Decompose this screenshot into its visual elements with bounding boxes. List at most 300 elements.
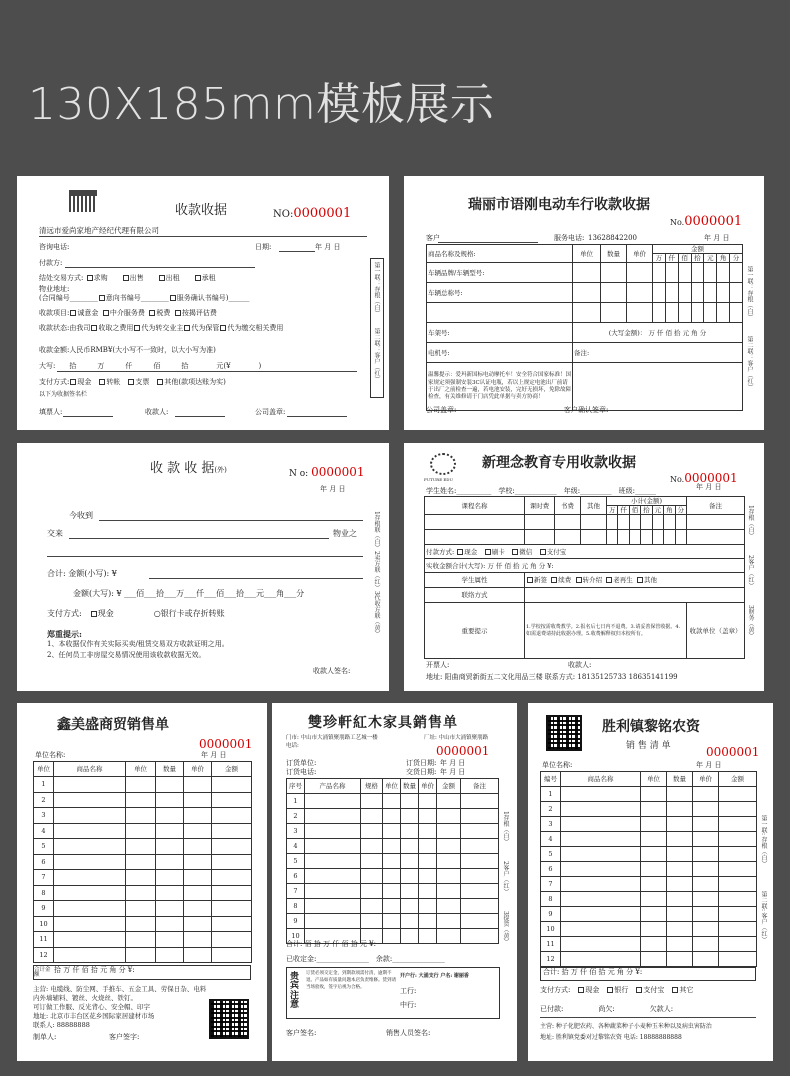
school-logo-icon	[430, 453, 456, 475]
u8: 分	[296, 589, 305, 598]
table-cell	[305, 869, 361, 884]
table-row	[287, 869, 499, 884]
pay-1: 刷卡	[491, 547, 505, 556]
table-cell	[461, 824, 499, 839]
opt-cash: 现金	[97, 609, 114, 618]
attr-3: 老再生	[613, 576, 633, 585]
label-customer: 客户	[426, 234, 440, 242]
table-cell	[419, 824, 437, 839]
table-cell	[212, 777, 252, 793]
row-frame: 车架号:	[427, 323, 573, 343]
row-motor: 电机号:	[427, 343, 573, 363]
serial-number: 0000001	[199, 737, 253, 751]
label-cust-sign: 客户确认签章:	[564, 406, 609, 414]
label-items: 收款项目:	[39, 309, 70, 317]
label-cust-sign: 客户签字:	[109, 1033, 140, 1041]
attr-2: 转介绍	[582, 576, 602, 585]
table-cell	[561, 847, 641, 862]
pay-3: 其他(款项达账为实)	[164, 378, 226, 386]
table-cell	[184, 870, 212, 886]
label-delivery-date: 交货日期:	[406, 768, 437, 776]
bank-account: 开户行: 大涌支行 户名: 谢丽香	[400, 973, 469, 979]
col-course: 课程名称	[425, 497, 525, 515]
label-deposit: 已收定金:	[286, 955, 317, 963]
label-balance: 余款:	[375, 955, 393, 963]
table-cell	[561, 877, 641, 892]
no-label: N o:	[289, 469, 309, 479]
table-cell	[561, 832, 641, 847]
table-cell	[54, 823, 126, 839]
label-icbc: 工行:	[400, 987, 417, 995]
u7: 角	[276, 589, 285, 598]
money-4: 元	[704, 254, 717, 263]
sales-title: 胜利镇黎铭农资	[602, 719, 700, 735]
table-cell	[461, 869, 499, 884]
row-number: 4	[287, 839, 305, 854]
table-cell	[419, 869, 437, 884]
u5: 拾	[236, 589, 245, 598]
serial-number: 0000001	[706, 745, 760, 759]
table-row	[287, 854, 499, 869]
table-row	[541, 922, 757, 937]
col-no: 序号	[287, 779, 305, 794]
table-cell	[719, 862, 757, 877]
row-number: 1	[541, 787, 561, 802]
row-number: 8	[287, 899, 305, 914]
side-copy-2: 第二联：客户（红）	[746, 336, 753, 390]
table-cell	[126, 777, 156, 793]
col-remark: 备注	[687, 497, 745, 515]
table-cell	[305, 914, 361, 929]
table-cell	[641, 892, 667, 907]
table-cell	[641, 922, 667, 937]
label-property: 物业之	[333, 529, 357, 538]
table-cell	[561, 787, 641, 802]
attr-1: 续费	[558, 576, 572, 585]
col-qty: 数量	[667, 772, 693, 787]
table-cell	[383, 824, 401, 839]
service-tel: 13628842200	[588, 234, 637, 242]
row-number: 1	[287, 794, 305, 809]
row-number: 5	[287, 854, 305, 869]
table-row	[287, 824, 499, 839]
label-prop-addr: 物业地址:	[39, 285, 70, 293]
table-cell	[401, 869, 419, 884]
table-cell	[126, 885, 156, 901]
table-cell	[719, 892, 757, 907]
col-subtotal: 小计(金额)	[607, 497, 687, 506]
table-cell	[54, 808, 126, 824]
table-cell	[126, 932, 156, 948]
table-row	[287, 809, 499, 824]
table-cell	[54, 885, 126, 901]
table-cell	[54, 916, 126, 932]
row-number: 2	[287, 809, 305, 824]
pay-0: 现金	[585, 986, 600, 994]
row-number: 9	[287, 914, 305, 929]
col-spec: 规格	[361, 779, 383, 794]
status-0: 由我司	[69, 324, 91, 332]
label-method: 支付方式:	[47, 609, 82, 618]
table-cell	[383, 809, 401, 824]
receipt-aishang: 收款收据 NO:0000001 清远市爱尚家地产经纪代理有限公司 咨询电话: 日期: 年 月 日 付款方: 结处交易方式: 求购 出售 出租 承租 物业地址: (合同编号________ 意向书编号________ 服务确认书编号)______ 收款项目: 诚意金 中介服务费 税费 按揭评估费 收款状态:由我司 收取之费用 代为转交业主 代为保管 代为缴交相关费用 收款金额:人民币RMB¥(大小写不一致时，以大小写为准) 大写: 拾 万 仟 佰 拾 元(¥ ) 支付方式: 现金 转帐 支票 其他(款项达账为实) 以下为收据签名栏 填票人: 收款人: 公司盖章: 第一联：存根（白） 第二联：客户（红）	[17, 176, 389, 430]
date-ymd: 年 月 日	[704, 234, 730, 242]
table-cell	[126, 870, 156, 886]
notice-title: 郑重提示:	[47, 629, 82, 639]
table-cell	[561, 862, 641, 877]
col-unit: 单位	[573, 245, 601, 263]
info-1: 内外墙辅料、镀丝、火烧丝、铁钉。	[33, 994, 137, 1002]
label-student: 学生姓名:	[426, 487, 457, 495]
table-cell	[54, 777, 126, 793]
table-cell	[641, 877, 667, 892]
table-cell	[693, 952, 719, 967]
table-cell	[212, 901, 252, 917]
col-price: 单价	[693, 772, 719, 787]
sales-subtitle: 销 售 清 单	[626, 741, 671, 751]
receipt-ebike	[404, 176, 764, 430]
row-number: 5	[541, 847, 561, 862]
label-drawer: 开票人:	[426, 661, 450, 669]
table-cell	[719, 802, 757, 817]
row-general: 车辆总称号:	[427, 283, 573, 303]
table-cell	[126, 792, 156, 808]
row-number: 6	[287, 869, 305, 884]
table-cell	[361, 839, 383, 854]
total-line: 合计: 佰 拾 万 仟 佰 拾 元 ¥:	[286, 940, 376, 948]
col-price: 单价	[419, 779, 437, 794]
label-payer: 付款方:	[39, 259, 63, 267]
label-contact: 联络方式	[425, 588, 525, 603]
pay-3: 其它	[679, 986, 694, 994]
table-cell	[437, 839, 461, 854]
table-cell	[156, 777, 184, 793]
table-cell	[667, 847, 693, 862]
table-cell	[212, 870, 252, 886]
table-cell	[184, 854, 212, 870]
col-qty: 数量	[601, 245, 627, 263]
table-cell	[383, 899, 401, 914]
table-cell	[156, 792, 184, 808]
table-cell	[156, 854, 184, 870]
table-cell	[401, 884, 419, 899]
label-buyer: 单位名称:	[35, 751, 66, 759]
label-received: 今收到	[69, 511, 93, 520]
table-cell	[54, 947, 126, 963]
opt-chengzu: 承租	[201, 274, 216, 282]
table-cell	[156, 901, 184, 917]
col-name: 商品名称	[54, 762, 126, 777]
serial-number: 0000001	[436, 744, 490, 758]
table-cell	[561, 817, 641, 832]
status-3: 代为保管	[191, 324, 220, 332]
table-cell	[126, 947, 156, 963]
table-cell	[437, 869, 461, 884]
table-cell	[305, 824, 361, 839]
col-hours: 课时费	[525, 497, 555, 515]
col-qty: 数量	[401, 779, 419, 794]
table-cell	[212, 916, 252, 932]
table-cell	[419, 794, 437, 809]
table-cell	[184, 947, 212, 963]
amount-line: 收款金额:人民币RMB¥(大小写不一致时，以大小写为准)	[39, 346, 216, 354]
pay-2: 微信	[519, 547, 533, 556]
table-row	[34, 777, 252, 793]
table-cell	[184, 808, 212, 824]
table-cell	[437, 794, 461, 809]
table-cell	[305, 854, 361, 869]
opt-bank: 银行卡或存折转账	[160, 609, 225, 618]
row-number: 9	[541, 907, 561, 922]
address: 地址: 胜利镇党委对过黎铭农资 电话: 18888888888	[540, 1034, 682, 1041]
table-cell	[437, 809, 461, 824]
table-cell	[461, 839, 499, 854]
row-number: 5	[34, 839, 54, 855]
table-cell	[667, 952, 693, 967]
money-3: 拾	[691, 254, 704, 263]
total-line: 合计: 拾 万 仟 佰 拾 元 角 分 ¥:	[540, 967, 756, 981]
pay-2: 支票	[135, 378, 150, 386]
table-cell	[212, 932, 252, 948]
side-copy-3: 3提货（黄）	[502, 911, 509, 945]
table-row	[541, 817, 757, 832]
u2: 万	[176, 589, 185, 598]
col-amount: 金额	[212, 762, 252, 777]
no-label: No.	[670, 475, 685, 484]
label-cust-sign: 客户签名:	[286, 1029, 317, 1037]
row-number: 1	[34, 777, 54, 793]
status-1: 收取之费用	[98, 324, 134, 332]
sales-table	[286, 778, 499, 944]
delivery-ymd: 年 月 日	[439, 768, 466, 776]
table-cell	[667, 877, 693, 892]
m2: 佰	[629, 506, 640, 515]
label-sign: 收款人签名:	[313, 667, 351, 675]
col-books: 书费	[555, 497, 581, 515]
table-cell	[461, 854, 499, 869]
label-service-tel: 服务电话:	[554, 234, 585, 242]
table-cell	[561, 907, 641, 922]
unit-3: 佰	[153, 362, 161, 370]
label-sales-sign: 销售人员签名:	[386, 1029, 431, 1037]
side-copy-1: 1存根联（白）	[373, 511, 380, 551]
table-cell	[401, 914, 419, 929]
table-cell	[361, 809, 383, 824]
table-cell	[126, 901, 156, 917]
unit-2: 仟	[125, 362, 133, 370]
table-cell	[693, 847, 719, 862]
notice-text: 温馨提示：爱玛新国标电动摩托车！安全符合国家标准！国家规定须强制安装3C认证电瓶，若以上规定电池出厂前请于出厂之前检查一遍，若电池安装，完好无损坏，免除故障检查，有关维修请于门店凭此单据与卖方协商！	[427, 363, 573, 411]
receipt-education: FUTURE EDU 新理念教育专用收款收据 No.0000001 年 月 日 学生姓名:__________ 学校:____________ 年级:_________ 班级:______ 课程名称 课时费 书费 其他 小计(金额) 备注 万 仟 佰 拾 元 角 分 付款方式: 现金 刷卡 微信 支付宝 实收金额合计(大写): 万 仟 佰 拾 元 角 分 ¥: 学生属性 新签 续费 转介绍 老再生 其他 联络方式 重要提示 1.学校按需收费教学。2.报名后七日内不退费。3.请妥善保管收据。4.如需退费请持此收据办理。5.收费解释权归本校所有。 收款单位（盖章） 开票人: 收款人: 地址: 阳曲商贸新街五二文化用品三楼 联系方式: 18135125733 18635141199 1存根（白） 2客户（红） 3财务（黄）	[404, 443, 764, 691]
m6: 分	[675, 506, 686, 515]
m5: 角	[664, 506, 675, 515]
serial-number: 0000001	[311, 465, 365, 479]
deposit-no-label: 意向书编号	[105, 294, 141, 302]
row-number: 6	[34, 854, 54, 870]
table-row	[541, 847, 757, 862]
table-cell	[437, 884, 461, 899]
table-cell	[693, 817, 719, 832]
table-cell	[54, 839, 126, 855]
shop-address: 门市: 中山市大涌镇聚朋路工艺城一楼	[286, 735, 378, 741]
table-row	[541, 892, 757, 907]
opt-chuzu: 出租	[165, 274, 180, 282]
table-cell	[156, 870, 184, 886]
row-number: 10	[34, 916, 54, 932]
table-cell	[184, 839, 212, 855]
table-cell	[126, 916, 156, 932]
table-cell	[54, 932, 126, 948]
table-cell	[641, 832, 667, 847]
table-cell	[361, 794, 383, 809]
sales-xinmeisheng	[17, 703, 267, 1061]
course-table	[424, 496, 745, 659]
table-cell	[212, 885, 252, 901]
table-cell	[383, 914, 401, 929]
row-number: 7	[287, 884, 305, 899]
table-cell	[719, 847, 757, 862]
table-cell	[126, 839, 156, 855]
col-price: 单价	[184, 762, 212, 777]
date-ymd: 年 月 日	[315, 243, 341, 251]
opt-chushou: 出售	[129, 274, 144, 282]
notice-1: 1、本收据仅作有关实际买卖/租赁交易双方收款证明之用。	[47, 640, 229, 648]
table-cell	[693, 832, 719, 847]
table-row	[34, 901, 252, 917]
house-logo-icon	[69, 190, 97, 212]
table-row	[541, 802, 757, 817]
table-cell	[693, 892, 719, 907]
table-cell	[419, 839, 437, 854]
table-cell	[561, 952, 641, 967]
table-cell	[361, 914, 383, 929]
col-amount: 金额	[719, 772, 757, 787]
u1: 拾	[156, 589, 165, 598]
table-cell	[693, 787, 719, 802]
item-2: 税费	[156, 309, 171, 317]
logo-text: FUTURE EDU	[424, 477, 453, 482]
label-words: 金额(大写): ¥	[73, 589, 122, 598]
col-unit: 单位	[34, 762, 54, 777]
label-daxie: 大写:	[39, 362, 56, 370]
label-tel: 电话:	[286, 743, 299, 749]
service-no-label: 服务确认书编号)	[176, 294, 229, 302]
table-cell	[184, 885, 212, 901]
label-school: 学校:	[498, 487, 515, 495]
table-cell	[693, 862, 719, 877]
table-row	[34, 808, 252, 824]
table-cell	[383, 839, 401, 854]
label-order-date: 订货日期:	[406, 759, 437, 767]
notice-title: 贵宾注意	[290, 972, 300, 1011]
serial-number: 0000001	[684, 214, 743, 229]
sales-title: 鑫美盛商贸销售单	[57, 717, 169, 733]
table-cell	[719, 907, 757, 922]
label-order-unit: 订货单位:	[286, 759, 317, 767]
label-receiver: 收款人:	[145, 408, 169, 416]
sales-furniture: 雙珍軒紅木家具銷售单 门市: 中山市大涌镇聚朋路工艺城一楼 厂址: 中山市大涌镇聚朋路 电话: 0000001 订货单位: 订货电话: 订货日期: 年 月 日 交货日期: 年 月 日 序号 产品名称 规格 单位 数量 单价 金额 备注 1 2 3 4 5 6 7 8 9 10 合计: 佰 拾 万 仟 佰 拾 元 ¥: 已收定金:_______________ 余款:_______________ 贵宾注意 订货必须交定金，到期款项需付清，逾期不退。产品如有质量问题本店负责维修。货到请当场验收，签字后视为合格。 开户行: 大涌支行 户名: 谢丽香 工行: 中行: 客户签名: 销售人员签名: 1存根（白） 2客户（红） 3提货（黄）	[272, 703, 517, 1061]
col-qty: 数量	[156, 762, 184, 777]
col-remark: 备注	[461, 779, 499, 794]
table-cell	[461, 899, 499, 914]
table-cell	[461, 794, 499, 809]
money-0: 万	[653, 254, 666, 263]
table-cell	[401, 824, 419, 839]
table-cell	[126, 823, 156, 839]
row-number: 6	[541, 862, 561, 877]
side-copy-1: 第一联：存根（白）	[373, 262, 380, 316]
row-number: 3	[287, 824, 305, 839]
label-unit: 收款单位（盖章）	[687, 603, 745, 659]
label-receiver: 收款人:	[568, 661, 592, 669]
row-number: 11	[541, 937, 561, 952]
row-brand: 车辆品牌/车辆型号:	[427, 263, 573, 283]
table-cell	[184, 792, 212, 808]
table-row	[287, 794, 499, 809]
order-ymd: 年 月 日	[439, 759, 466, 767]
table-cell	[212, 808, 252, 824]
table-row	[541, 907, 757, 922]
table-cell	[156, 808, 184, 824]
row-number: 11	[34, 932, 54, 948]
table-cell	[667, 802, 693, 817]
table-cell	[54, 854, 126, 870]
pay-1: 银行	[614, 986, 629, 994]
table-cell	[437, 914, 461, 929]
unit-1: 万	[97, 362, 105, 370]
label-attr: 学生属性	[425, 573, 525, 588]
total-units: 拾 万 仟 佰 拾 元 角 分 ¥:	[54, 966, 135, 974]
table-cell	[437, 929, 461, 944]
table-cell	[383, 869, 401, 884]
qr-code-icon	[546, 715, 582, 751]
unit-0: 拾	[69, 362, 77, 370]
table-row	[287, 884, 499, 899]
company-name: 清远市爱尚家地产经纪代理有限公司	[39, 226, 159, 235]
table-cell	[641, 847, 667, 862]
table-row	[541, 787, 757, 802]
row-number: 2	[34, 792, 54, 808]
table-cell	[305, 839, 361, 854]
row-number: 7	[34, 870, 54, 886]
m3: 拾	[641, 506, 652, 515]
notice-text: 1.学校按需收费教学。2.报名后七日内不退费。3.请妥善保管收据。4.如需退费请持此收据办理。5.收费解释权归本校所有。	[525, 603, 687, 659]
label-buyer: 单位名称:	[542, 761, 573, 769]
table-cell	[156, 916, 184, 932]
table-row	[287, 839, 499, 854]
status-2: 代为转交业主	[141, 324, 184, 332]
sales-table	[33, 761, 252, 963]
table-cell	[693, 802, 719, 817]
table-cell	[667, 862, 693, 877]
table-cell	[719, 952, 757, 967]
info-4: 联系人: 88888888	[33, 1021, 90, 1029]
row-number: 2	[541, 802, 561, 817]
row-number: 9	[34, 901, 54, 917]
table-cell	[305, 794, 361, 809]
table-cell	[212, 839, 252, 855]
label-deal: 结处交易方式:	[39, 274, 84, 282]
label-order-tel: 订货电话:	[286, 768, 317, 776]
money-2: 佰	[678, 254, 691, 263]
table-cell	[719, 937, 757, 952]
item-0: 诚意金	[77, 309, 99, 317]
label-class: 班级:	[618, 487, 635, 495]
table-cell	[54, 792, 126, 808]
address: 地址: 阳曲商贸新街五二文化用品三楼 联系方式: 18135125733 18635141199	[426, 673, 678, 681]
receipt-title: 收 款 收 据	[150, 461, 215, 476]
date-ymd: 年 月 日	[320, 485, 346, 493]
